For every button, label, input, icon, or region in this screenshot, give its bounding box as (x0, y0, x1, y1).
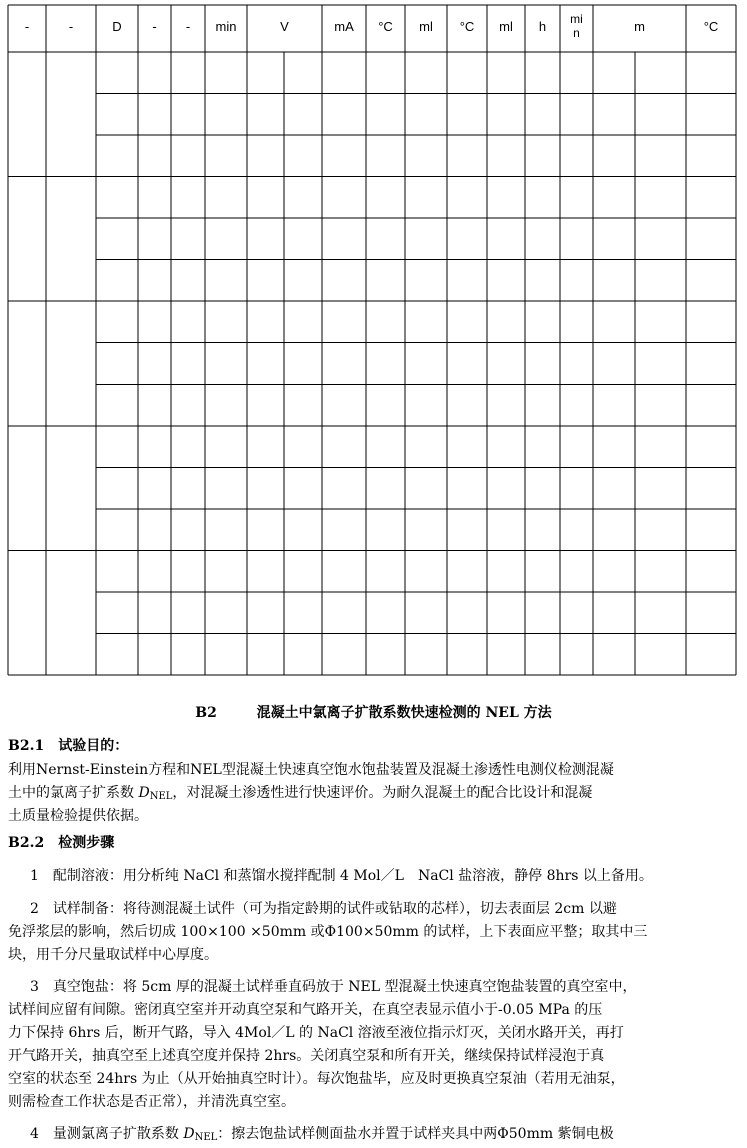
column-header: °C (703, 18, 719, 34)
step-3-line-6: 则需检查工作状态是否正常），并清洗真空室。 (8, 1094, 295, 1110)
section-number: B2 (195, 705, 217, 721)
section-title (0, 703, 747, 723)
step-1: 1 配制溶液：用分析纯 NaCl 和蒸馏水搅拌配制 4 Mol／L NaCl 盐溶液，静停 8hrs 以上备用。 (30, 868, 653, 884)
step-4a: 4 量测氯离子扩散系数 (30, 1126, 184, 1142)
column-header: h (538, 18, 547, 34)
purpose-line-2a: 土中的氯离子扩系数 (8, 785, 139, 801)
column-header: °C (378, 18, 393, 34)
symbol-d-subscript: NEL (194, 1132, 218, 1143)
symbol-d: D (183, 1126, 195, 1142)
column-header: °C (459, 18, 475, 34)
column-header: mA (334, 18, 354, 34)
column-header: D (112, 18, 122, 34)
purpose-line-3: 土质量检验提供依据。 (8, 808, 148, 824)
column-header: - (185, 18, 191, 34)
column-header: - (152, 18, 157, 34)
subsection-heading-steps: B2.2 检测步骤 (8, 835, 115, 851)
step-4b: ：擦去饱盐试样侧面盐水并置于试样夹具中两Φ50mm 紫铜电极 (217, 1126, 614, 1142)
step-2-line-1: 2 试样制备：将待测混凝土试件（可为指定龄期的试件或钻取的芯样），切去表面层 2cm 以避 (30, 901, 617, 917)
step-3-line-2: 试样间应留有间隙。密闭真空室并开动真空泵和气路开关，在真空表显示值小于-0.05 MPa 的压 (8, 1002, 603, 1018)
step-3-line-5: 空室的状态至 24hrs 为止（从开始抽真空时计）。每次饱盐毕，应及时更换真空泵油（若用无油泵， (8, 1071, 625, 1087)
symbol-d-subscript: NEL (149, 791, 173, 802)
column-header: V (280, 18, 289, 34)
step-3-line-1: 3 真空饱盐：将 5cm 厚的混凝土试样垂直码放于 NEL 型混凝土快速真空饱盐装置的真空室中， (30, 979, 637, 995)
column-header: min (215, 18, 237, 34)
column-header: m (634, 18, 645, 34)
section-title-text: 混凝土中氯离子扩散系数快速检测的 NEL 方法 (256, 705, 552, 721)
step-3-line-3: 力下保持 6hrs 后，断开气路，导入 4Mol／L 的 NaCl 溶液至液位指示灯灭，关闭水路开关，再打 (8, 1025, 624, 1041)
column-header: mi n (570, 12, 583, 40)
step-2-line-3: 块，用千分尺量取试样中心厚度。 (8, 947, 218, 963)
step-2-line-2: 免浮浆层的影响，然后切成 100×100 ×50mm 或Φ100×50mm 的试样，上下表面应平整；取其中三 (8, 924, 648, 940)
column-header: - (24, 18, 30, 34)
column-header: ml (499, 18, 513, 34)
purpose-line-2 (8, 783, 747, 807)
step-4-line-1 (30, 1124, 747, 1148)
column-header: ml (419, 18, 433, 34)
symbol-d: D (138, 785, 150, 801)
step-3-line-4: 开气路开关，抽真空至上述真空度并保持 2hrs。关闭真空泵和所有开关，继续保持试样浸泡于真 (8, 1048, 605, 1064)
purpose-line-2b: ，对混凝土渗透性进行快速评价。为耐久混凝土的配合比设计和混凝 (172, 785, 593, 801)
purpose-line-1: 利用Nernst-Einstein方程和NEL型混凝土快速真空饱水饱盐装置及混凝土渗透性电测仪检测混凝 (8, 762, 614, 778)
subsection-heading-purpose: B2.1 试验目的： (8, 738, 129, 754)
column-header: - (68, 18, 74, 34)
